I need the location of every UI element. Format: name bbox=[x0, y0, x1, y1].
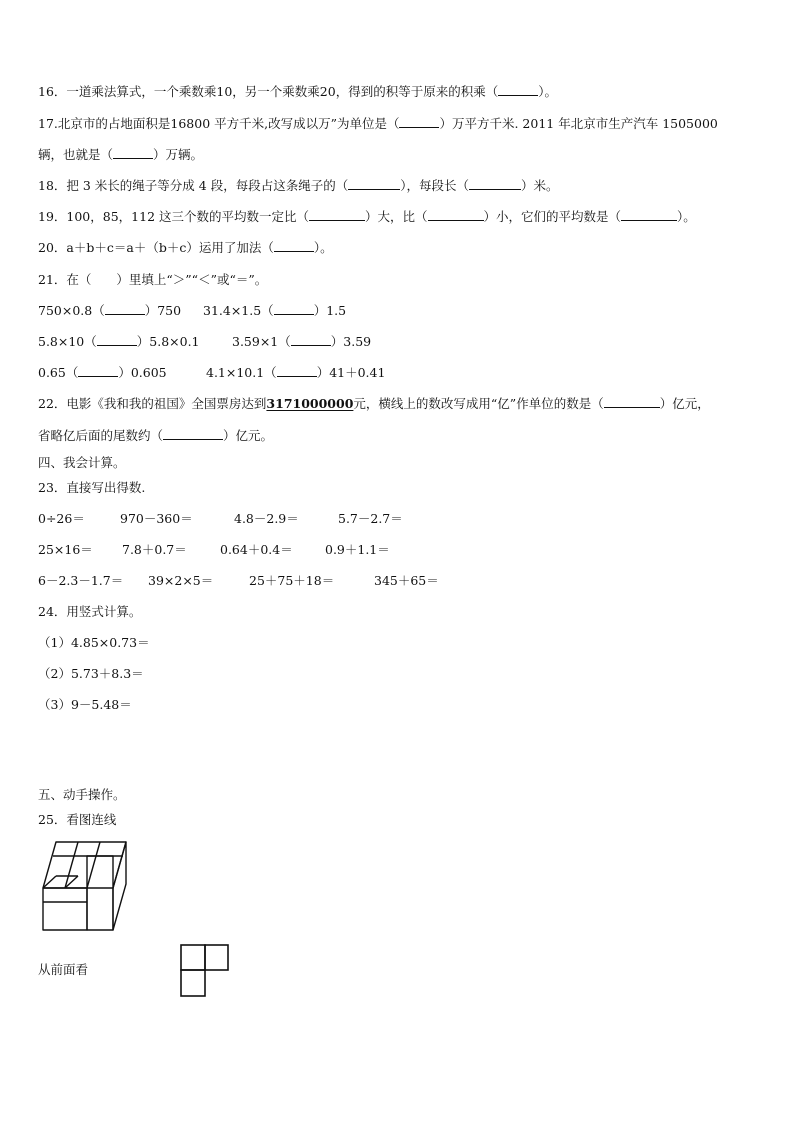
answer-blank[interactable] bbox=[113, 147, 153, 159]
answer-blank[interactable] bbox=[274, 240, 314, 252]
answer-blank[interactable] bbox=[498, 84, 538, 96]
calc-item: 345＋65＝ bbox=[374, 573, 439, 588]
answer-blank[interactable] bbox=[291, 334, 331, 346]
answer-blank[interactable] bbox=[428, 209, 484, 221]
section-heading-4: 四、我会计算。 bbox=[38, 455, 126, 470]
calc-item: 5.7－2.7＝ bbox=[338, 511, 403, 526]
q21-item: 750×0.8（ ）750 bbox=[38, 303, 182, 318]
question-17-line1: 17.北京市的占地面积是16800 平方千米,改写成以万”为单位是（ ）万平方千米. 2011 年北京市生产汽车 1505000 bbox=[38, 116, 718, 131]
answer-blank[interactable] bbox=[105, 303, 145, 315]
answer-blank[interactable] bbox=[274, 303, 314, 315]
vertical-calc-item: （1）4.85×0.73＝ bbox=[38, 635, 150, 650]
question-17-line2: 辆，也就是（ ）万辆。 bbox=[38, 147, 204, 162]
q21-item: 0.65（ ）0.605 bbox=[38, 365, 167, 380]
front-view-label: 从前面看 bbox=[38, 962, 89, 977]
answer-blank[interactable] bbox=[97, 334, 137, 346]
section-heading-5: 五、动手操作。 bbox=[38, 787, 126, 802]
answer-blank[interactable] bbox=[348, 178, 400, 190]
calc-item: 6－2.3－1.7＝ bbox=[38, 573, 124, 588]
answer-blank[interactable] bbox=[621, 209, 677, 221]
question-24-title: 24．用竖式计算。 bbox=[38, 604, 142, 619]
calc-item: 970－360＝ bbox=[120, 511, 193, 526]
underlined-number: 3171000000 bbox=[266, 396, 354, 411]
answer-blank[interactable] bbox=[309, 209, 365, 221]
question-25-title: 25．看图连线 bbox=[38, 812, 117, 827]
calc-item: 4.8－2.9＝ bbox=[234, 511, 299, 526]
answer-blank[interactable] bbox=[604, 396, 660, 408]
q21-item: 31.4×1.5（ ）1.5 bbox=[203, 303, 347, 318]
answer-blank[interactable] bbox=[78, 365, 118, 377]
calc-item: 25×16＝ bbox=[38, 542, 93, 557]
q21-item: 3.59×1（ ）3.59 bbox=[232, 334, 372, 349]
front-view-figure[interactable] bbox=[180, 944, 230, 998]
vertical-calc-item: （2）5.73＋8.3＝ bbox=[38, 666, 144, 681]
q21-item: 5.8×10（ ）5.8×0.1 bbox=[38, 334, 200, 349]
calc-item: 25＋75＋18＝ bbox=[249, 573, 335, 588]
question-18: 18．把 3 米长的绳子等分成 4 段，每段占这条绳子的（ ），每段长（ ）米。 bbox=[38, 178, 559, 193]
answer-blank[interactable] bbox=[277, 365, 317, 377]
vertical-calc-item: （3）9－5.48＝ bbox=[38, 697, 132, 712]
question-22-line1: 22．电影《我和我的祖国》全国票房达到3171000000元，横线上的数改写成用“亿”作单位的数是（ ）亿元， bbox=[38, 396, 710, 411]
calc-item: 0÷26＝ bbox=[38, 511, 85, 526]
question-23-title: 23．直接写出得数. bbox=[38, 480, 146, 495]
calc-item: 7.8＋0.7＝ bbox=[122, 542, 187, 557]
calc-item: 0.64＋0.4＝ bbox=[220, 542, 293, 557]
question-19: 19．100，85，112 这三个数的平均数一定比（ ）大，比（ ）小，它们的平均数是（ ）。 bbox=[38, 209, 696, 224]
q21-item: 4.1×10.1（ ）41＋0.41 bbox=[206, 365, 386, 380]
question-22-line2: 省略亿后面的尾数约（ ）亿元。 bbox=[38, 428, 274, 443]
question-16: 16．一道乘法算式，一个乘数乘10，另一个乘数乘20，得到的积等于原来的积乘（ ）。 bbox=[38, 84, 557, 99]
calc-item: 39×2×5＝ bbox=[148, 573, 214, 588]
question-20: 20．a＋b＋c＝a＋（b＋c）运用了加法（ ）。 bbox=[38, 240, 333, 255]
calc-item: 0.9＋1.1＝ bbox=[325, 542, 390, 557]
answer-blank[interactable] bbox=[399, 116, 439, 128]
answer-blank[interactable] bbox=[163, 428, 223, 440]
q16-text: 16．一道乘法算式，一个乘数乘10，另一个乘数乘20，得到的积等于原来的积乘（ bbox=[38, 84, 499, 99]
answer-blank[interactable] bbox=[469, 178, 521, 190]
cube-figure bbox=[38, 838, 138, 938]
question-21-title: 21．在（ ）里填上“＞”“＜”或“＝”。 bbox=[38, 272, 268, 287]
